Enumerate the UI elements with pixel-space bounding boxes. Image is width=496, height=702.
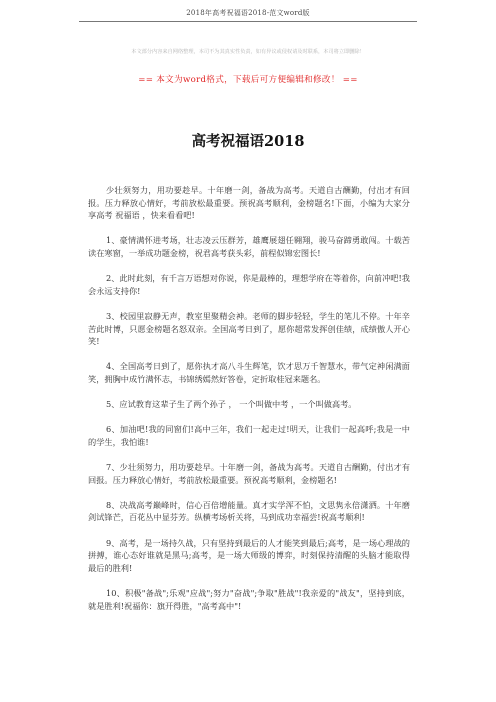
paragraph-6: 6、加油吧!我的同窗们!高中三年，我们一起走过!明天，让我们一起高呼;我是一中的学生，我怕谁! <box>88 424 410 447</box>
paragraph-intro: 少壮须努力，用功要趁早。十年磨一剑，备战为高考。天道自古酬勤，付出才有回报。压力释放心情好，考前放松最重要。预祝高考顺利，金榜题名!下面，小编为大家分享高考 祝福语 ，快来看看吧! <box>88 185 410 221</box>
page-header-title: 2018年高考祝福语2018-范文word版 <box>186 9 310 17</box>
document-title: 高考祝福语2018 <box>191 133 305 150</box>
header-divider <box>79 21 417 22</box>
paragraph-7: 7、少壮须努力，用功要趁早。十年磨一剑，备战为高考。天道自古酬勤，付出才有回报。压力释放心情好，考前放松最重要。预祝高考顺利，金榜题名! <box>88 462 410 485</box>
paragraph-2: 2、此时此刻，有千言万语想对你说，你是最棒的，理想学府在等着你，向前冲吧!我会永远支持你! <box>88 273 410 296</box>
paragraph-10: 10、积极"备战";乐观"应战";努力"奋战";争取"胜战"!我亲爱的"战友"，坚持到底，就是胜利!祝福你：旗开得胜，"高考高中"! <box>88 588 410 611</box>
paragraph-3: 3、校园里寂静无声，教室里聚精会神。老师的脚步轻轻，学生的笔儿不停。十年辛苦此时博，只愿金榜题名怒双亲。全国高考日到了，愿你超常发挥创佳绩，成绩傲人开心笑! <box>88 310 410 347</box>
word-format-notice: == 本文为word格式，下载后可方便编辑和修改！ == <box>138 75 358 85</box>
paragraph-4: 4、全国高考日到了，愿你执才高八斗生辉笔，饮才思万千智慧水，带气定神闲满面笑，拥胸中成竹满怀志，书锦绣嫣然好答卷，定折取桂冠来题名。 <box>88 361 410 384</box>
disclaimer-text: 本文部分内容来自网络整理，本司不为其真实性负责，如有异议或侵权请及时联系，本司将立即删除！ <box>131 49 365 55</box>
paragraph-9: 9、高考，是一场持久战，只有坚持到最后的人才能笑到最后;高考，是一场心理战的拼搏，谁心态好谁就是黑马;高考，是一场大师级的博弈，时刻保持清醒的头脑才能取得最后的胜利! <box>88 537 410 573</box>
document-body <box>88 184 410 625</box>
paragraph-1: 1、豪情满怀进考场，壮志凌云压群芳，雄鹰展翅任翱翔，骏马奋蹄勇敢闯。十载苦读在寒窗，一举成功题金榜，祝君高考获头彩，前程似锦宏图长! <box>88 235 410 258</box>
paragraph-8: 8、决战高考巅峰时，信心百倍增能量。真才实学浑不怕，文思隽永倍潇洒。十年磨剑试锋芒，百花丛中显芬芳。纵横考场析关将，马到成功幸福尝!祝高考顺利! <box>88 499 410 523</box>
paragraph-5: 5、应试教育这辈子生了两个孙子 ， 一个叫做中考 ，一个叫做高考。 <box>106 399 357 410</box>
